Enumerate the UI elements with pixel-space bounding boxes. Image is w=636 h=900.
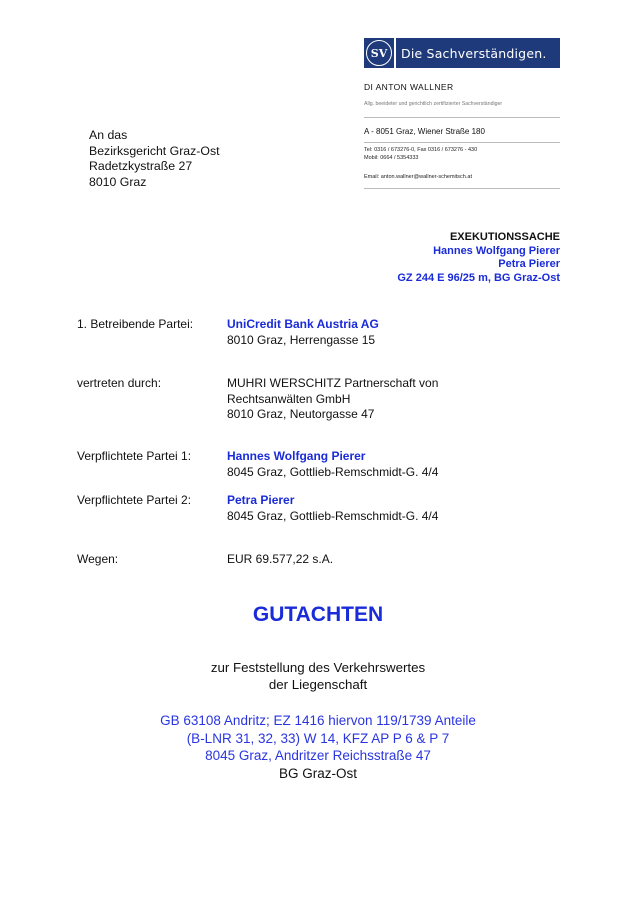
debtor1-name: Hannes Wolfgang Pierer — [227, 449, 366, 463]
debtor2-label: Verpflichtete Partei 2: — [77, 493, 192, 507]
property-line: GB 63108 Andritz; EZ 1416 hiervon 119/1739 Anteile — [160, 713, 476, 728]
sv-logo-icon: SV — [366, 40, 392, 66]
representative-line: MUHRI WERSCHITZ Partnerschaft von — [227, 376, 439, 390]
recipient-address — [89, 128, 220, 190]
contact-tel: Tel: 0316 / 673276-0, Fax 0316 / 673276 - 430 — [364, 147, 478, 153]
creditor-address: 8010 Graz, Herrengasse 15 — [227, 332, 376, 347]
logo-text: Die Sachverständigen. — [396, 38, 560, 68]
case-block — [397, 231, 560, 285]
creditor-block — [227, 317, 379, 348]
reason-value: EUR 69.577,22 s.A. — [227, 552, 334, 566]
representative-block — [227, 376, 438, 423]
debtor2-block — [227, 493, 438, 524]
debtor1-address: 8045 Graz, Gottlieb-Remschmidt-G. 4/4 — [227, 464, 439, 479]
debtor2-address: 8045 Graz, Gottlieb-Remschmidt-G. 4/4 — [227, 508, 439, 523]
recipient-line: An das — [89, 128, 128, 142]
recipient-line: Radetzkystraße 27 — [89, 159, 193, 174]
purpose-text — [0, 660, 636, 693]
debtor1-block — [227, 449, 438, 480]
reason-label: Wegen: — [77, 552, 119, 566]
expert-subtitle: Allg. beeideter und gerichtlich zertifizierter Sachverständiger — [364, 101, 503, 107]
property-court: BG Graz-Ost — [278, 765, 357, 781]
contact-email: Email: anton.wallner@wallner-schemitsch.at — [364, 174, 472, 180]
sv-logo-mark — [364, 38, 394, 68]
property-address: 8045 Graz, Andritzer Reichsstraße 47 — [205, 748, 431, 763]
debtor2-name: Petra Pierer — [227, 493, 295, 507]
case-heading: EXEKUTIONSSACHE — [449, 231, 560, 243]
representative-line: Rechtsanwälten GmbH — [227, 391, 351, 406]
sachverstaendigen-logo — [364, 38, 560, 68]
property-description — [0, 712, 636, 782]
letterhead-divider — [364, 117, 560, 118]
recipient-line: Bezirksgericht Graz-Ost — [89, 143, 220, 158]
property-line: (B-LNR 31, 32, 33) W 14, KFZ AP P 6 & P 7 — [186, 730, 450, 746]
case-party-name: Hannes Wolfgang Pierer — [433, 244, 560, 257]
expert-address: A - 8051 Graz, Wiener Straße 180 — [364, 127, 485, 136]
purpose-line: der Liegenschaft — [268, 676, 368, 692]
case-party-name: Petra Pierer — [498, 258, 560, 270]
representative-line: 8010 Graz, Neutorgasse 47 — [227, 407, 375, 421]
expert-name: DI ANTON WALLNER — [364, 82, 454, 92]
purpose-line: zur Feststellung des Verkehrswertes — [210, 660, 426, 675]
contact-mobil: Mobil: 0664 / 5354333 — [364, 155, 419, 161]
creditor-name: UniCredit Bank Austria AG — [227, 317, 379, 331]
recipient-line: 8010 Graz — [89, 174, 147, 189]
document-title: GUTACHTEN — [252, 603, 384, 626]
letterhead-divider — [364, 188, 560, 189]
debtor1-label: Verpflichtete Partei 1: — [77, 449, 192, 463]
creditor-label: 1. Betreibende Partei: — [77, 317, 194, 331]
case-number: GZ 244 E 96/25 m, BG Graz-Ost — [397, 271, 560, 284]
letterhead-divider — [364, 142, 560, 143]
representative-label: vertreten durch: — [77, 376, 162, 390]
